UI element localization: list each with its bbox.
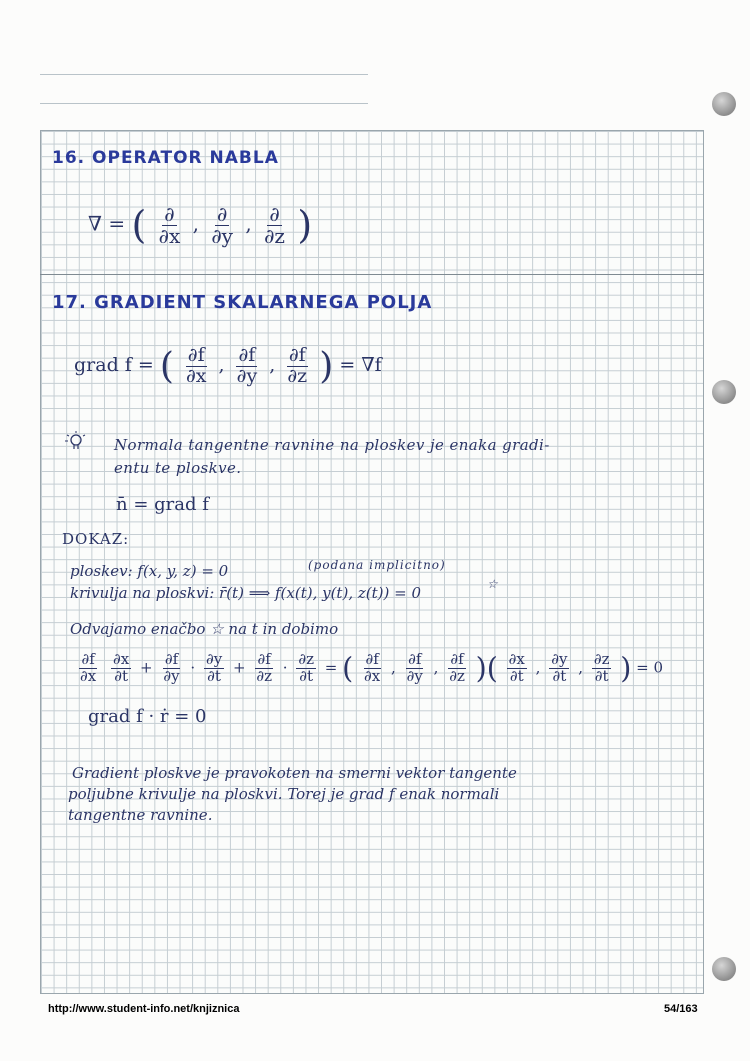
- frac-num: ∂f: [164, 650, 179, 669]
- frac-df-dx: [184, 343, 209, 387]
- paren-open: (: [159, 345, 174, 387]
- frac-d-dx: [157, 201, 183, 248]
- frac-num: ∂x: [508, 650, 525, 669]
- frac-num: ∂f: [81, 650, 95, 669]
- frac-num: ∂y: [205, 650, 223, 669]
- section-16-heading: 16. OPERATOR NABLA: [52, 148, 279, 168]
- frac-den: ∂z: [264, 223, 285, 248]
- comma: ,: [535, 658, 541, 677]
- comma: ,: [192, 211, 199, 236]
- punch-hole-middle: [712, 380, 736, 404]
- surface-line: ploskev: f(x, y, z) = 0: [70, 562, 229, 580]
- gradient-formula: [74, 345, 382, 387]
- paren-open: (: [131, 203, 147, 247]
- comma: ,: [433, 658, 439, 677]
- paren-close: ): [620, 652, 632, 685]
- dot: ·: [190, 658, 196, 677]
- punch-hole-bottom: [712, 957, 736, 981]
- frac-den: ∂y: [211, 223, 233, 248]
- normal-formula: n̄ = grad f: [116, 494, 209, 515]
- frac-num: ∂y: [551, 650, 568, 669]
- frac-num: ∂f: [187, 343, 205, 366]
- frac-den: ∂t: [594, 667, 609, 685]
- comma: ,: [391, 658, 396, 677]
- frac-den: ∂x: [185, 364, 207, 387]
- plus: +: [140, 658, 153, 677]
- frac-num: ∂: [269, 201, 280, 226]
- nabla-lhs: ∇ =: [88, 211, 126, 236]
- frac-den: ∂t: [509, 667, 524, 685]
- curve-line: krivulja na ploskvi: r̄(t) ⟹ f(x(t), y(t), z(t)) = 0: [70, 584, 421, 602]
- frac-dz-dt: [592, 652, 612, 685]
- paren-close: ): [297, 203, 313, 247]
- frac-df-dy: [405, 652, 425, 685]
- frac-den: ∂y: [163, 667, 180, 685]
- frac-den: ∂z: [449, 667, 465, 685]
- frac-den: ∂t: [552, 667, 567, 685]
- comma: ,: [578, 658, 584, 677]
- frac-num: ∂x: [113, 650, 130, 669]
- frac-den: ∂t: [114, 667, 128, 685]
- frac-num: ∂: [164, 201, 175, 226]
- frac-d-dy: [209, 201, 235, 248]
- equals: =: [324, 658, 338, 677]
- section-17-heading: 17. GRADIENT SKALARNEGA POLJA: [52, 292, 433, 313]
- note-line-2: entu te ploskve.: [114, 459, 242, 477]
- frac-d-dz: [262, 201, 287, 248]
- grad-lhs: grad f =: [74, 354, 154, 376]
- paren-open: (: [342, 652, 354, 685]
- frac-num: ∂f: [450, 650, 464, 669]
- frac-num: ∂: [216, 201, 228, 226]
- frac-df-dz: [285, 343, 309, 387]
- header-rule-1: [40, 74, 368, 75]
- frac-dy-dt: [549, 652, 569, 685]
- section-divider: [40, 274, 704, 275]
- lightbulb-icon: [64, 430, 88, 452]
- frac-df-dz: [254, 652, 274, 685]
- frac-dy-dt: [204, 652, 224, 685]
- footer-page-number: 54/163: [664, 1003, 698, 1015]
- frac-den: ∂z: [287, 364, 308, 387]
- chain-rule-formula: [74, 652, 663, 685]
- frac-num: ∂f: [257, 650, 271, 669]
- frac-den: ∂y: [406, 667, 423, 685]
- frac-den: ∂t: [299, 667, 314, 685]
- frac-dz-dt: [296, 652, 316, 685]
- conclusion-line-3: tangentne ravnine.: [68, 806, 213, 824]
- frac-num: ∂z: [593, 650, 610, 669]
- comma: ,: [269, 354, 276, 376]
- frac-df-dz: [447, 652, 467, 685]
- grad-dot-r-formula: grad f · ṙ = 0: [88, 706, 207, 727]
- comma: ,: [218, 354, 225, 376]
- note-line-1: Normala tangentne ravnine na ploskev je enaka gradi-: [114, 436, 550, 454]
- equals-zero: = 0: [636, 658, 664, 677]
- comma: ,: [245, 211, 252, 236]
- frac-num: ∂z: [298, 650, 314, 669]
- frac-num: ∂f: [365, 650, 379, 669]
- frac-den: ∂x: [158, 223, 181, 248]
- nabla-formula: [88, 203, 312, 247]
- frac-den: ∂x: [364, 667, 381, 685]
- surface-note: (podana implicitno): [308, 558, 446, 572]
- frac-num: ∂f: [408, 650, 422, 669]
- derive-line: Odvajamo enačbo ☆ na t in dobimo: [70, 620, 339, 638]
- frac-dx-dt: [507, 652, 527, 685]
- footer-url: http://www.student-info.net/knjiznica: [48, 1003, 240, 1015]
- frac-num: ∂f: [288, 343, 306, 366]
- frac-den: ∂t: [207, 667, 221, 685]
- frac-den: ∂x: [80, 667, 97, 685]
- header-rule-2: [40, 103, 368, 104]
- proof-label: DOKAZ:: [62, 530, 130, 548]
- frac-num: ∂f: [238, 343, 256, 366]
- frac-df-dy: [161, 652, 181, 685]
- conclusion-line-1: Gradient ploskve je pravokoten na smerni vektor tangente: [72, 764, 517, 782]
- frac-dx-dt: [111, 652, 131, 685]
- frac-den: ∂y: [236, 364, 258, 387]
- paren-open: (: [486, 652, 498, 685]
- paren-close: ): [319, 345, 334, 387]
- frac-df-dy: [235, 343, 260, 387]
- paren-close: ): [475, 652, 487, 685]
- dot: ·: [282, 658, 288, 677]
- frac-den: ∂z: [256, 667, 272, 685]
- plus: +: [232, 658, 246, 677]
- frac-df-dx: [78, 652, 98, 685]
- star-mark: ☆: [487, 577, 498, 591]
- frac-df-dx: [362, 652, 382, 685]
- punch-hole-top: [712, 92, 736, 116]
- grad-rhs: = ∇f: [339, 354, 382, 376]
- conclusion-line-2: poljubne krivulje na ploskvi. Torej je grad f enak normali: [68, 785, 500, 803]
